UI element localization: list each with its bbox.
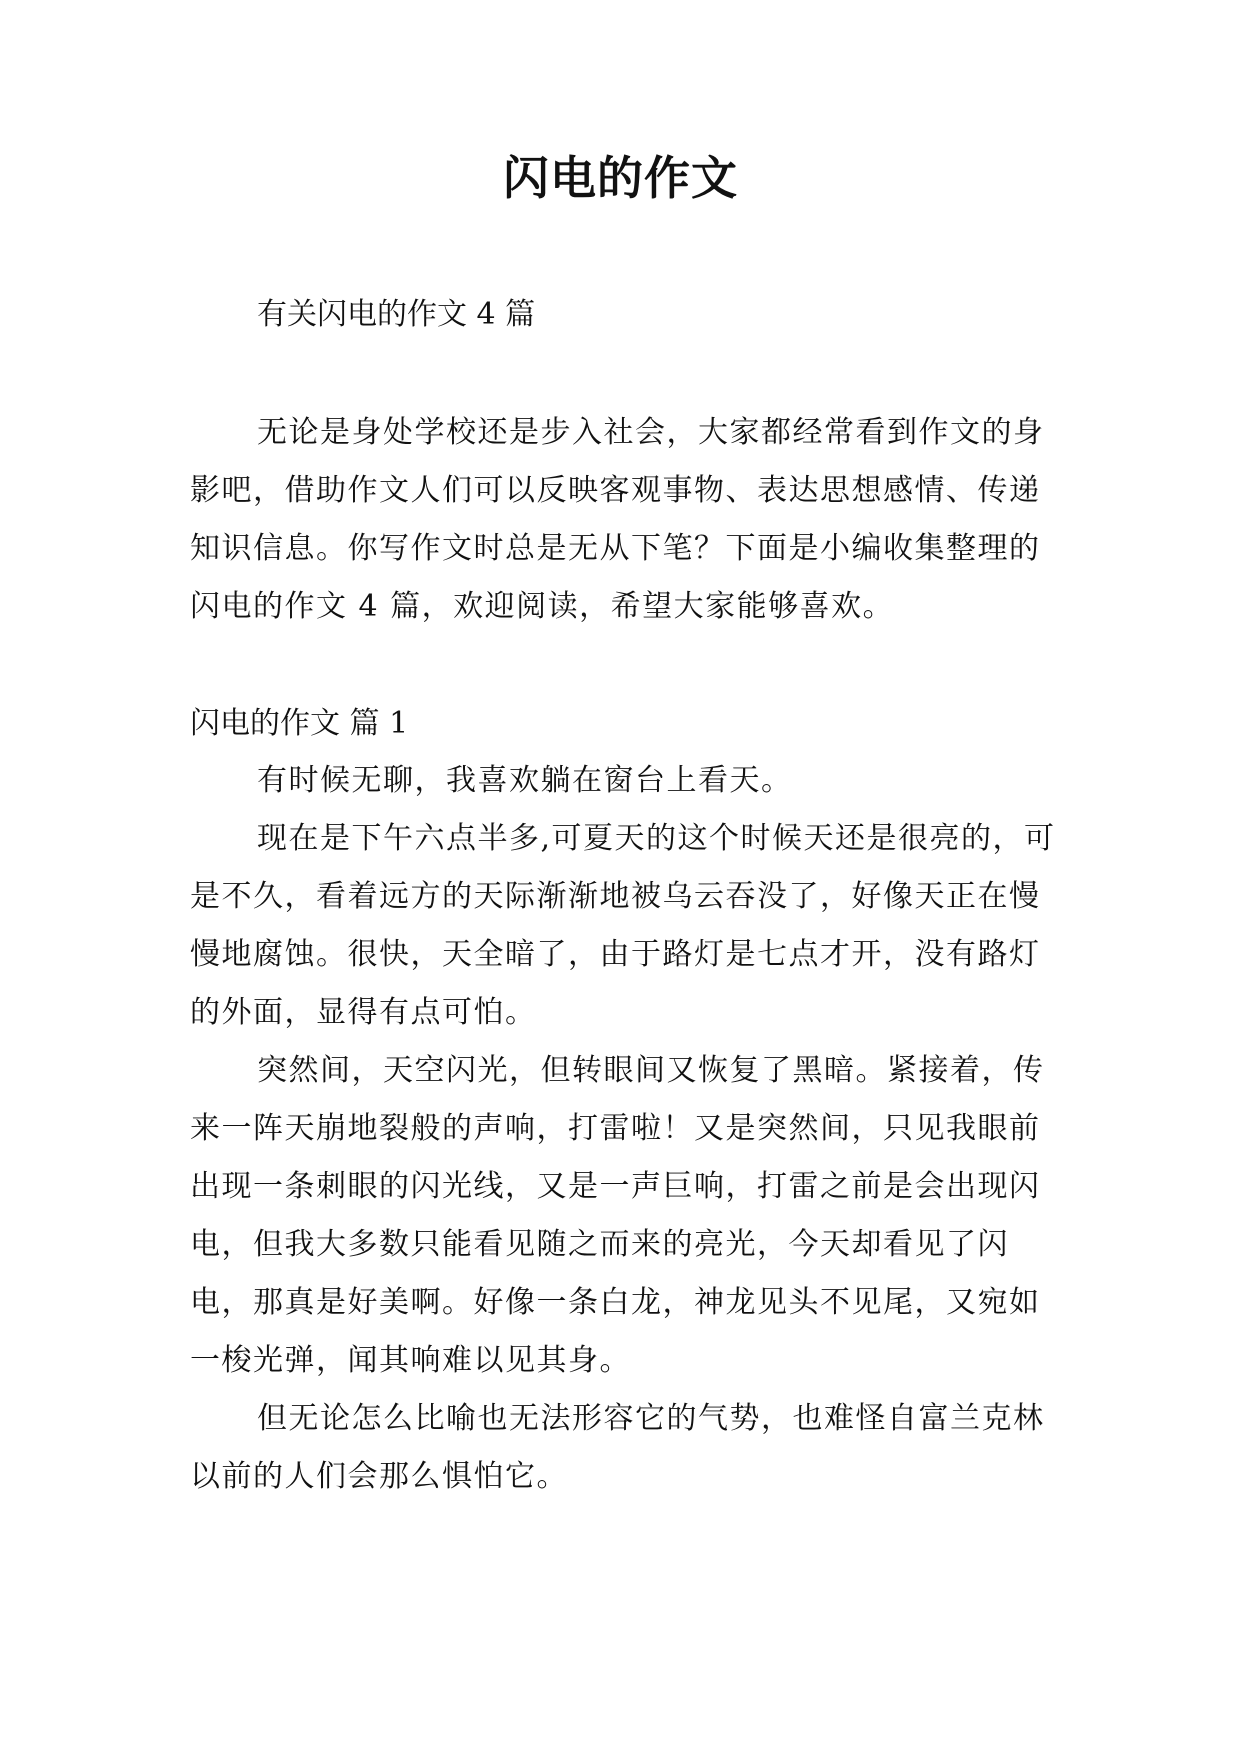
body-paragraph: 但无论怎么比喻也无法形容它的气势，也难怪自富兰克林以前的人们会那么惧怕它。 bbox=[190, 1401, 1045, 1494]
section-heading: 闪电的作文 篇 1 bbox=[190, 706, 409, 741]
document-subtitle: 有关闪电的作文 4 篇 bbox=[257, 297, 536, 332]
body-paragraph: 现在是下午六点半多,可夏天的这个时候天还是很亮的，可是不久，看着远方的天际渐渐地被乌云吞没了，好像天正在慢慢地腐蚀。很快，天全暗了，由于路灯是七点才开，没有路灯的外面，显得有点可怕。 bbox=[190, 821, 1056, 1030]
body-paragraph: 有时候无聊，我喜欢躺在窗台上看天。 bbox=[257, 763, 793, 798]
body-paragraph: 突然间，天空闪光，但转眼间又恢复了黑暗。紧接着，传来一阵天崩地裂般的声响，打雷啦！又是突然间，只见我眼前出现一条刺眼的闪光线，又是一声巨响，打雷之前是会出现闪电，但我大多数只能看见随之而来的亮光，今天却看见了闪电，那真是好美啊。好像一条白龙，神龙见头不见尾，又宛如一梭光弹，闻其响难以见其身。 bbox=[190, 1053, 1045, 1378]
document-title: 闪电的作文 bbox=[503, 151, 738, 205]
intro-paragraph: 无论是身处学校还是步入社会，大家都经常看到作文的身影吧，借助作文人们可以反映客观事物、表达思想感情、传递知识信息。你写作文时总是无从下笔？下面是小编收集整理的闪电的作文 4 篇，欢迎阅读，希望大家能够喜欢。 bbox=[190, 415, 1045, 624]
